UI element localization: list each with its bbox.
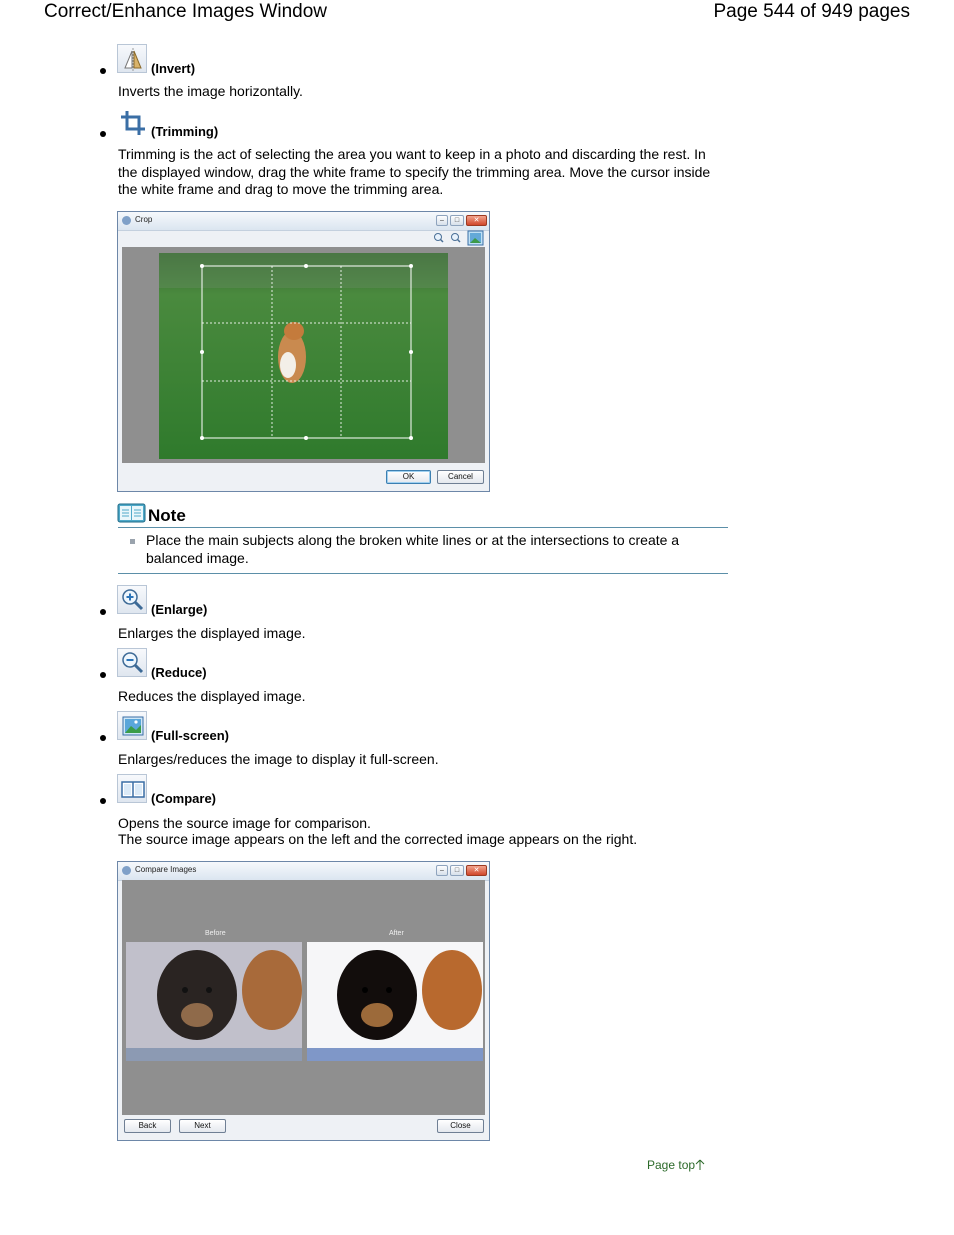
crop-photo [122, 247, 485, 463]
page-number: Page 544 of 949 pages [713, 1, 910, 22]
invert-icon [117, 44, 147, 73]
bullet [100, 672, 106, 678]
fullscreen-label: (Full-screen) [151, 728, 230, 743]
zoom-in-icon [435, 234, 444, 243]
compare-label: (Compare) [151, 791, 217, 806]
trimming-label: (Trimming) [151, 124, 219, 139]
bullet [100, 68, 106, 74]
compare-window-title: Compare Images [135, 865, 197, 874]
ok-button: OK [386, 470, 431, 484]
zoom-out-icon [452, 234, 461, 243]
bullet [100, 131, 106, 137]
compare-icon [117, 774, 147, 803]
close-icon: ✕ [466, 865, 487, 876]
invert-description: Inverts the image horizontally. [118, 83, 303, 99]
compare-window-screenshot [117, 861, 490, 1141]
close-button: Close [437, 1119, 484, 1133]
crop-window-titlebar [118, 212, 489, 231]
compare-window-titlebar [118, 862, 489, 881]
crop-window-title: Crop [135, 215, 153, 224]
enlarge-description: Enlarges the displayed image. [118, 625, 306, 641]
crop-toolbar [431, 230, 487, 246]
after-photo [307, 942, 483, 1061]
bullet [100, 735, 106, 741]
back-button: Back [124, 1119, 171, 1133]
cancel-button: Cancel [437, 470, 484, 484]
invert-label: (Invert) [151, 61, 196, 76]
note-icon [117, 502, 146, 524]
note-bullet [130, 539, 135, 544]
crop-canvas [122, 247, 485, 463]
crop-icon [117, 107, 147, 136]
zoom-in-icon [117, 585, 147, 614]
maximize-icon: □ [450, 865, 464, 876]
full-screen-icon [468, 231, 483, 245]
compare-photos [122, 880, 485, 1115]
maximize-icon: □ [450, 215, 464, 226]
minimize-icon: – [436, 215, 448, 226]
page-top-link[interactable] [647, 1158, 705, 1172]
page-header-title: Correct/Enhance Images Window [44, 1, 328, 22]
compare-description-1: Opens the source image for comparison. [118, 815, 371, 831]
note-bottom-rule [118, 573, 728, 574]
app-icon [122, 866, 131, 875]
zoom-out-icon [117, 648, 147, 677]
before-label: Before [205, 930, 226, 937]
arrow-up-icon [695, 1159, 705, 1171]
after-label: After [389, 930, 404, 937]
crop-window-screenshot [117, 211, 490, 492]
note-text: Place the main subjects along the broken white lines or at the intersections to create a balanced image. [146, 532, 680, 566]
note-top-rule [118, 527, 728, 528]
reduce-label: (Reduce) [151, 665, 207, 680]
app-icon [122, 216, 131, 225]
bullet [100, 798, 106, 804]
compare-canvas [122, 880, 485, 1115]
close-icon: ✕ [466, 215, 487, 226]
before-photo [126, 942, 302, 1061]
note-heading: Note [148, 506, 186, 525]
full-screen-icon [117, 711, 147, 740]
compare-description-2: The source image appears on the left and the corrected image appears on the right. [118, 831, 638, 847]
enlarge-label: (Enlarge) [151, 602, 208, 617]
fullscreen-description: Enlarges/reduces the image to display it full-screen. [118, 751, 439, 767]
reduce-description: Reduces the displayed image. [118, 688, 306, 704]
trimming-description: Trimming is the act of selecting the area you want to keep in a photo and discarding the rest. In the displayed window, drag the white frame to specify the trimming area. Move the cursor inside the white frame and drag to move the trimming area. [118, 146, 711, 197]
minimize-icon: – [436, 865, 448, 876]
bullet [100, 609, 106, 615]
page-top-label: Page top [647, 1158, 696, 1172]
next-button: Next [179, 1119, 226, 1133]
